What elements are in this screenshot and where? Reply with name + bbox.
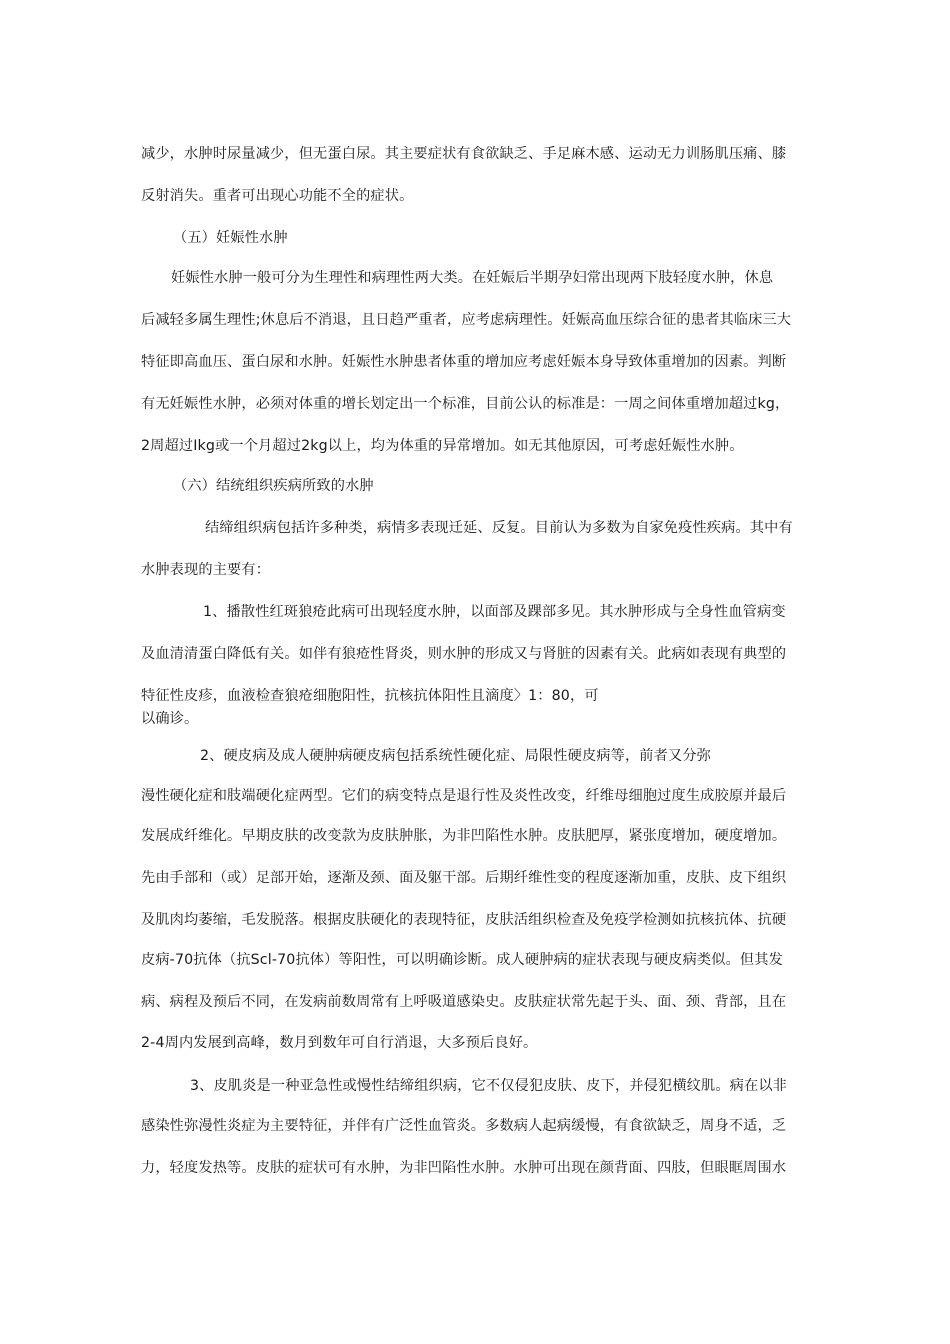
text-line: 特征性皮疹，血液检查狼疮细胞阳性，抗核抗体阳性且滴度〉1：80，可 [141,688,599,704]
text-line: 反射消失。重者可出现心功能不全的症状。 [141,188,414,204]
paragraph-first-line: 3、皮肌炎是一种亚急性或慢性结缔组织病，它不仅侵犯皮肤、皮下，并侵犯横纹肌。病在以非 [190,1078,788,1094]
text-line: 漫性硬化症和肢端硬化症两型。它们的病变特点是退行性及炎性改变，纤维母细胞过度生成胶原并最后 [141,788,787,804]
paragraph-first-line: 结缔组织病包括许多种类，病情多表现迁延、反复。目前认为多数为自家免疫性疾病。其中有 [205,520,793,536]
text-line: 2周超过Ikg或一个月超过2kg以上，均为体重的异常增加。如无其他原因，可考虑妊娠性水肿。 [141,438,744,454]
text-line: 病、病程及预后不同，在发病前数周常有上呼吸道感染史。皮肤症状常先起于头、面、颈、背部，且在 [141,994,787,1010]
text-line: 力，轻度发热等。皮肤的症状可有水肿，为非凹陷性水肿。水肿可出现在颜背面、四肢，但眼眶周围水 [141,1160,787,1176]
text-line: 以确诊。 [141,711,199,727]
text-line: 有无妊娠性水肿，必须对体重的增长划定出一个标准，目前公认的标准是：一周之间体重增加超过kg， [141,396,790,412]
paragraph-first-line: 妊娠性水肿一般可分为生理性和病理性两大类。在妊娠后半期孕妇常出现两下肢轻度水肿，休息 [171,270,774,286]
text-line: 感染性弥漫性炎症为主要特征，并伴有广泛性血管炎。多数病人起病缓慢，有食欲缺乏，周身不适，乏 [141,1118,787,1134]
paragraph-first-line: 1、播散性红斑狼疮此病可出现轻度水肿，以面部及踝部多见。其水肿形成与全身性血管病变 [203,604,786,620]
text-line: 水肿表现的主要有： [141,562,271,578]
paragraph-first-line: 2、硬皮病及成人硬肿病硬皮病包括系统性硬化症、局限性硬皮病等，前者又分弥 [200,748,711,764]
text-line: 皮病-70抗体（抗Scl-70抗体）等阳性，可以明确诊断。成人硬肿病的症状表现与硬皮病类似。但其发 [141,952,783,968]
text-line: 发展成纤维化。早期皮肤的改变款为皮肤肿胀，为非凹陷性水肿。皮肤肥厚，紧张度增加，硬度增加。 [141,828,787,844]
text-line: 2-4周内发展到高峰，数月到数年可自行消退，大多预后良好。 [141,1035,538,1051]
section-heading: （六）结统组织疾病所致的水肿 [173,478,374,494]
text-line: 及血清清蛋白降低有关。如伴有狼疮性肾炎，则水肿的形成又与肾脏的因素有关。此病如表现有典型的 [141,646,787,662]
section-heading: （五）妊娠性水肿 [173,230,288,246]
text-line: 减少，水肿时尿量减少，但无蛋白尿。其主要症状有食欲缺乏、手足麻木感、运动无力训肠肌压痛、膝 [141,146,787,162]
text-line: 后减轻多属生理性;休息后不消退，且日趋严重者，应考虑病理性。妊娠高血压综合征的患者其临床三大 [141,312,792,328]
text-line: 及肌肉均萎缩，毛发脱落。根据皮肤硬化的表现特征，皮肤活组织检查及免疫学检测如抗核抗体、抗硬 [141,912,787,928]
text-line: 特征即高血压、蛋白尿和水肿。妊娠性水肿患者体重的增加应考虑妊娠本身导致体重增加的因素。判断 [141,354,787,370]
text-line: 先由手部和（或）足部开始，逐渐及颈、面及躯干部。后期纤维性变的程度逐渐加重，皮肤、皮下组织 [141,870,787,886]
